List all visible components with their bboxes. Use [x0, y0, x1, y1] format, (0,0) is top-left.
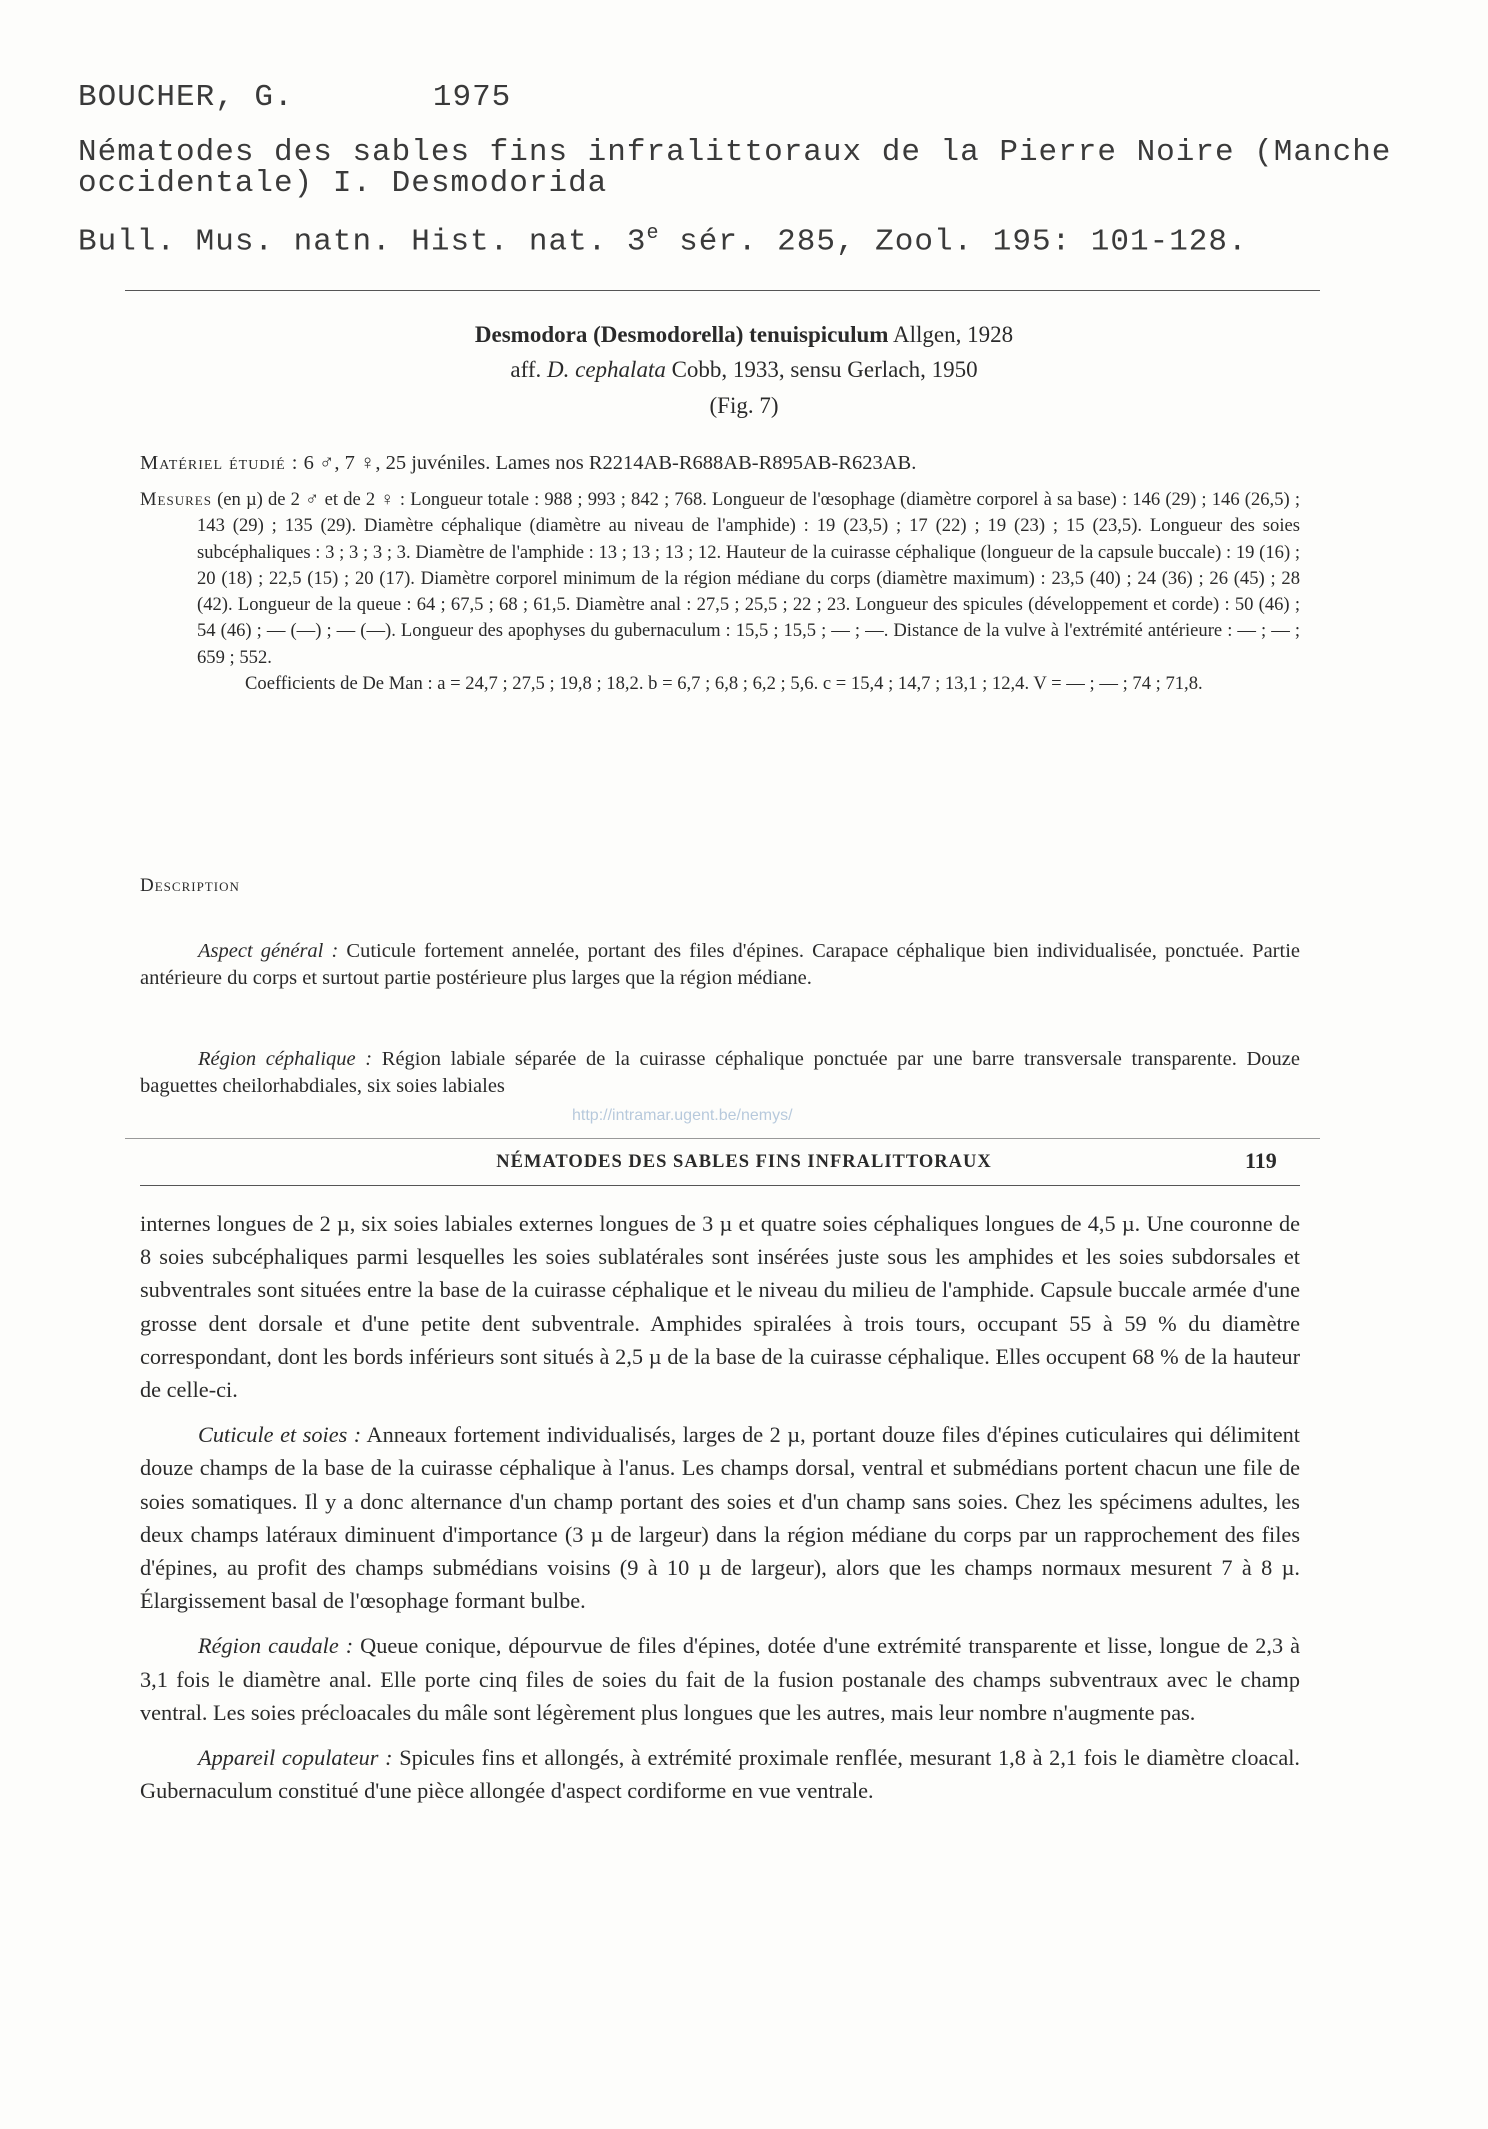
- citation-title-line1: Nématodes des sables fins infralittoraux de la Pierre Noire (Manche: [78, 135, 1392, 170]
- description-heading: Description: [140, 875, 240, 896]
- region-cephalique-paragraph: [140, 1046, 1300, 1099]
- species-aff-prefix: aff.: [510, 357, 542, 382]
- continuation-paragraph: internes longues de 2 µ, six soies labiales externes longues de 3 µ et quatre soies céphaliques longues de 4,5 µ. Une couronne de 8 soies subcéphaliques parmi lesquelles les soies sublatérales sont insérées juste sous les amphides et les soies subdorsales et subventrales sont situées entre la base de la cuirasse céphalique et le niveau du milieu de l'amphide. Capsule buccale armée d'une grosse dent dorsale et d'une petite dent subventrale. Amphides spiralées à trois tours, occupant 55 à 59 % du diamètre correspondant, dont les bords inférieurs sont situés à 2,5 µ de la base de la cuirasse céphalique. Elles occupent 68 % de la hauteur de celle-ci.: [140, 1211, 1300, 1403]
- figure-reference: (Fig. 7): [709, 393, 779, 418]
- copulateur-paragraph: [140, 1741, 1300, 1807]
- caudale-text: Queue conique, dépourvue de files d'épines, dotée d'une extrémité transparente et lisse, longue de 2,3 à 3,1 fois le diamètre anal. Elle porte cinq files de soies du fait de la fusion postanale des champs subventraux avec le champ ventral. Les soies précloacales du mâle sont légèrement plus longues que les autres, mais leur nombre n'augmente pas.: [140, 1633, 1300, 1725]
- citation-author-line: [78, 80, 511, 115]
- mesures-label: Mesures: [140, 489, 212, 510]
- citation-journal: [78, 222, 1248, 259]
- citation-year: 1975: [432, 80, 512, 115]
- running-header-title: NÉMATODES DES SABLES FINS INFRALITTORAUX: [496, 1152, 992, 1172]
- caudale-paragraph: [140, 1629, 1300, 1729]
- header-rule: [125, 290, 1320, 291]
- species-genus: Desmodora (Desmodorella): [474, 322, 744, 347]
- materiel-etudie: [140, 452, 1300, 475]
- cuticule-label: Cuticule et soies :: [198, 1422, 362, 1448]
- cuticule-text: Anneaux fortement individualisés, larges de 2 µ, portant douze files d'épines cuticulaires qui délimitent douze champs de la base de la cuirasse céphalique à l'anus. Les champs dorsal, ventral et submédians portent chacun une file de soies somatiques. Il y a donc alternance d'un champ portant des soies et d'un champ sans soies. Chez les spécimens adultes, les deux champs latéraux diminuent d'importance (3 µ de largeur) dans la région médiane du corps par un rapprochement des files d'épines, au profit des champs submédians voisins (9 à 10 µ de largeur), alors que les champs normaux mesurent 7 à 8 µ. Élargissement basal de l'œsophage formant bulbe.: [140, 1422, 1300, 1614]
- species-heading: [0, 322, 1488, 348]
- citation-journal-prefix: Bull. Mus. natn. Hist. nat. 3: [78, 224, 647, 260]
- page-number: 119: [1245, 1148, 1277, 1173]
- materiel-label: Matériel étudié :: [140, 452, 299, 474]
- citation-title-line2: occidentale) I. Desmodorida: [78, 166, 608, 201]
- aspect-general-paragraph: [140, 938, 1300, 991]
- running-header-rule: [140, 1185, 1300, 1186]
- region-cephalique-label: Région céphalique :: [198, 1048, 373, 1070]
- mesures-text: (en µ) de 2 ♂ et de 2 ♀ : Longueur totale : 988 ; 993 ; 842 ; 768. Longueur de l'œsophage (diamètre corporel à sa base) : 146 (29) ; 146 (26,5) ; 143 (29) ; 135 (29). Diamètre céphalique (diamètre au niveau de l'amphide) : 19 (23,5) ; 17 (22) ; 19 (23) ; 15 (23,5). Longueur des soies subcéphaliques : 3 ; 3 ; 3 ; 3. Diamètre de l'amphide : 13 ; 13 ; 13 ; 12. Hauteur de la cuirasse céphalique (longueur de la capsule buccale) : 19 (16) ; 20 (18) ; 22,5 (15) ; 20 (17). Diamètre corporel minimum de la région médiane du corps (diamètre maximum) : 23,5 (40) ; 24 (36) ; 26 (45) ; 28 (42). Longueur de la queue : 64 ; 67,5 ; 68 ; 61,5. Diamètre anal : 27,5 ; 25,5 ; 22 ; 23. Longueur des spicules (développement et corde) : 50 (46) ; 54 (46) ; — (—) ; — (—). Longueur des apophyses du gubernaculum : 15,5 ; 15,5 ; — ; —. Distance de la vulve à l'extrémité antérieure : — ; — ; 659 ; 552.: [197, 489, 1300, 668]
- species-authority: Allgen, 1928: [892, 322, 1014, 347]
- page-break-rule: [125, 1138, 1320, 1139]
- aspect-general-text: Cuticule fortement annelée, portant des files d'épines. Carapace céphalique bien individualisée, ponctuée. Partie antérieure du corps et surtout partie postérieure plus larges que la région médiane.: [140, 940, 1300, 989]
- species-aff-name: D. cephalata: [547, 357, 666, 382]
- citation-journal-rest: sér. 285, Zool. 195: 101-128.: [659, 224, 1248, 260]
- species-aff-rest: Cobb, 1933, sensu Gerlach, 1950: [671, 357, 978, 382]
- materiel-text: 6 ♂, 7 ♀, 25 juvéniles. Lames nos R2214AB-R688AB-R895AB-R623AB.: [303, 452, 917, 474]
- copulateur-label: Appareil copulateur :: [198, 1745, 393, 1771]
- mesures-paragraph: [140, 487, 1300, 671]
- aspect-general-label: Aspect général :: [198, 940, 339, 962]
- cuticule-paragraph: [140, 1418, 1300, 1617]
- watermark-url: http://intramar.ugent.be/nemys/: [572, 1107, 793, 1124]
- mesures-block: [140, 487, 1300, 697]
- citation-author: BOUCHER, G.: [78, 80, 294, 115]
- region-cephalique-text: Région labiale séparée de la cuirasse céphalique ponctuée par une barre transversale transparente. Douze baguettes cheilorhabdiales, six soies labiales: [140, 1048, 1300, 1097]
- citation-journal-sup: e: [646, 222, 660, 245]
- species-affinity: [0, 357, 1488, 383]
- caudale-label: Région caudale :: [198, 1633, 354, 1659]
- species-epithet: tenuispiculum: [749, 322, 889, 347]
- page2-body: [140, 1207, 1300, 1807]
- coefficients-de-man: Coefficients de De Man : a = 24,7 ; 27,5 ; 19,8 ; 18,2. b = 6,7 ; 6,8 ; 6,2 ; 5,6. c = 15,4 ; 14,7 ; 13,1 ; 12,4. V = — ; — ; 74 ; 71,8.: [245, 673, 1203, 695]
- copulateur-text: Spicules fins et allongés, à extrémité proximale renflée, mesurant 1,8 à 2,1 fois le diamètre cloacal. Gubernaculum constitué d'une pièce allongée d'aspect cordiforme en vue ventrale.: [140, 1745, 1300, 1804]
